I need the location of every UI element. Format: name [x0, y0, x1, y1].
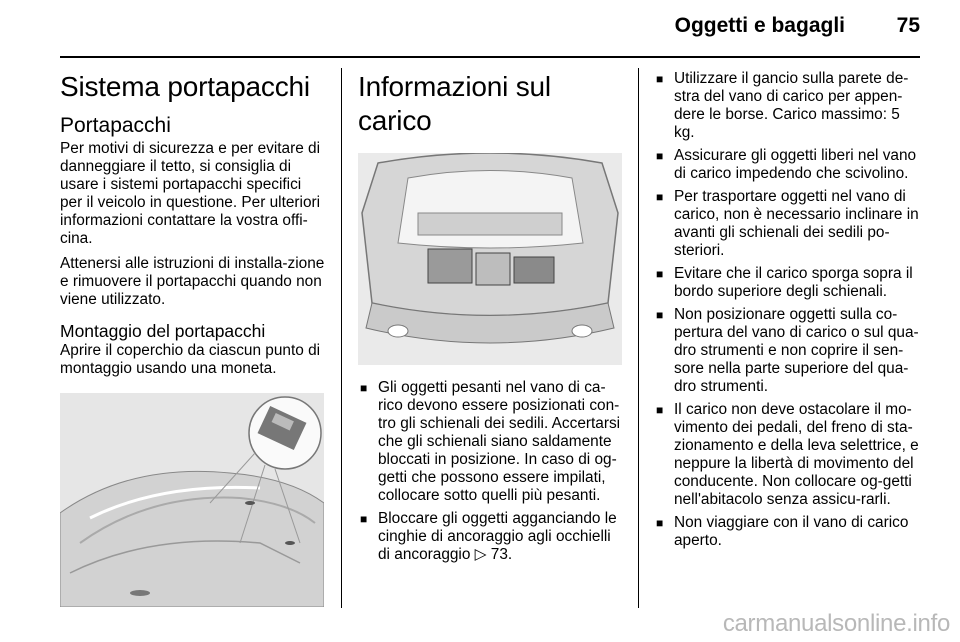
- list-item: [654, 514, 921, 550]
- list-item-text: Non posizionare oggetti sulla co-pertura del vano di carico o sul qua-dro strumenti e non coprire il sen-sore nella parte superiore del qua-dro strumenti.: [674, 306, 919, 395]
- list-item: [654, 70, 921, 142]
- bullet-glyph: ■: [656, 190, 664, 204]
- bullet-glyph: ■: [656, 149, 664, 163]
- column-divider-2: [638, 68, 639, 608]
- column-divider-1: [341, 68, 342, 608]
- list-item-text: Per trasportare oggetti nel vano di carico, non è necessario inclinare in avanti gli schienali dei sedili po-steriori.: [674, 188, 919, 259]
- column-3: [654, 70, 921, 555]
- subsection-title: Portapacchi: [60, 114, 171, 137]
- section-title: Sistema portapacchi: [60, 71, 310, 102]
- mounting-heading: Montaggio del portapacchi: [60, 321, 266, 341]
- list-item: [358, 379, 623, 505]
- column-1: [60, 70, 326, 607]
- list-item: [654, 306, 921, 396]
- load-rules-list: [654, 70, 921, 550]
- bullet-glyph: ■: [656, 308, 664, 322]
- list-item: [654, 188, 921, 260]
- header-title: Oggetti e bagagli: [674, 14, 845, 37]
- bullet-glyph: ■: [360, 381, 368, 395]
- roof-mount-illustration: [60, 393, 324, 607]
- header-rule: [60, 56, 920, 58]
- bullet-glyph: ■: [656, 267, 664, 281]
- page-number: 75: [896, 14, 920, 37]
- list-item-text: Il carico non deve ostacolare il mo-vimento dei pedali, del freno di sta-zionamento e della leva selettrice, e neppure la libertà di movimento del conducente. Non collocare og-getti nell'abitacolo senza assicu-rarli.: [674, 401, 919, 508]
- list-item: [654, 401, 921, 509]
- paragraph-instructions: Attenersi alle istruzioni di installa-zione e rimuovere il portapacchi quando non viene utilizzato.: [60, 255, 325, 308]
- watermark: carmanualsonline.info: [722, 610, 950, 637]
- column-2: [358, 70, 623, 569]
- list-item: [654, 265, 921, 301]
- paragraph-mounting: Aprire il coperchio da ciascun punto di montaggio usando una moneta.: [60, 342, 321, 377]
- bullet-glyph: ■: [656, 72, 664, 86]
- bullet-glyph: ■: [360, 512, 368, 526]
- bullet-glyph: ■: [656, 403, 664, 417]
- list-item-text: Gli oggetti pesanti nel vano di ca-rico devono essere posizionati con-tro gli schienali dei sedili. Accertarsi che gli schienali siano saldamente bloccati in posizione. In caso di og-getti che possono essere impilati, collocare sotto quelli più pesanti.: [378, 379, 621, 504]
- list-item-text: Bloccare gli oggetti agganciando le cinghie di ancoraggio agli occhielli di ancoraggio ▷ 73.: [378, 510, 617, 563]
- list-item: [654, 147, 921, 183]
- load-info-list: [358, 379, 623, 564]
- bullet-glyph: ■: [656, 516, 664, 530]
- cargo-area-illustration: [358, 153, 622, 365]
- list-item-text: Assicurare gli oggetti liberi nel vano di carico impedendo che scivolino.: [674, 147, 917, 182]
- list-item-text: Evitare che il carico sporga sopra il bordo superiore degli schienali.: [674, 265, 913, 300]
- list-item: [358, 510, 623, 564]
- paragraph-safety: Per motivi di sicurezza e per evitare di danneggiare il tetto, si consiglia di usare i sistemi portapacchi specifici per il veicolo in questione. Per ulteriori informazioni contattare la vostra offi-cina.: [60, 140, 321, 247]
- list-item-text: Utilizzare il gancio sulla parete de-stra del vano di carico per appen-dere le borse. Carico massimo: 5 kg.: [674, 70, 909, 141]
- section-title-load: Informazioni sul carico: [358, 71, 551, 136]
- list-item-text: Non viaggiare con il vano di carico aperto.: [674, 514, 909, 549]
